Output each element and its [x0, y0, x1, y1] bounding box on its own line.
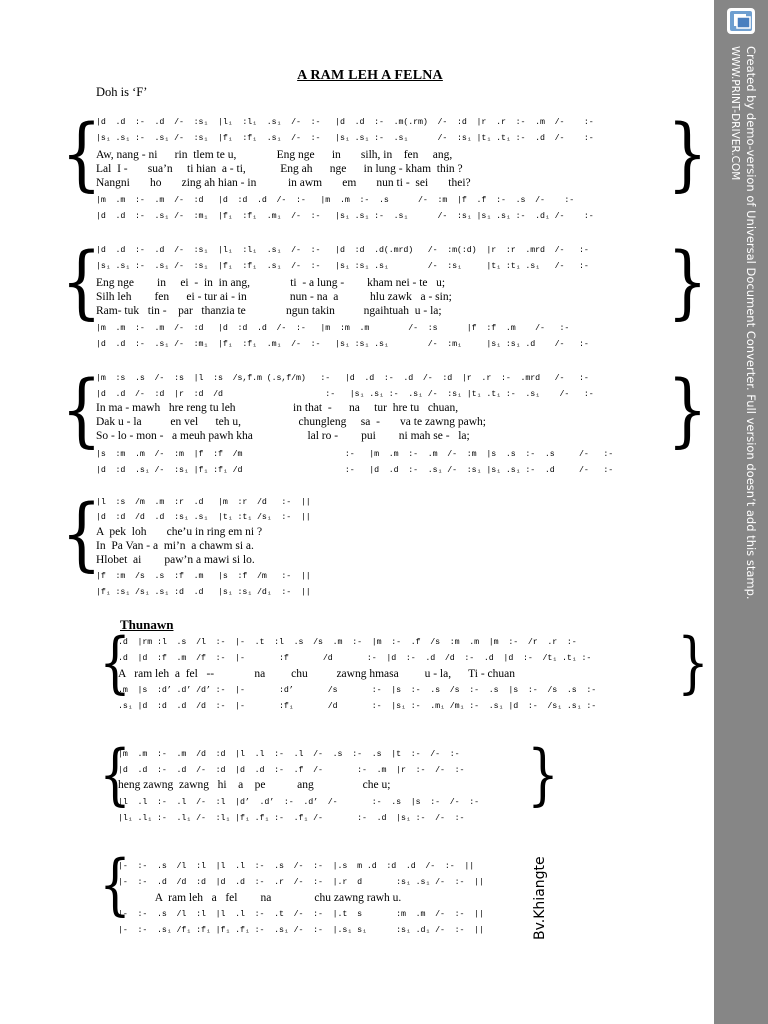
left-brace-icon: { [61, 363, 102, 456]
lyric-verse-1: A pek loh che’u in ring em ni ? [96, 526, 263, 538]
lyric-verse-2: Silh leh fen ei - tur ai - in nun - na a hlu zawk a - sin; [96, 291, 452, 303]
lyric-verse-1: Eng nge in ei - in in ang, ti - a lung - kham nei - te u; [96, 277, 446, 289]
treble-alto-row: |- :- .d /d :d |d .d :- .r /- :- |.r d :s₁ .s₁ /- :- || [118, 878, 484, 887]
treble-soprano-row: |l :s /m .m :r .d |m :r /d :- || [96, 498, 311, 507]
treble-alto-row: .d |d :f .m /f :- |- :f /d :- |d :- .d /d :- .d |d :- /t₁ .t₁ :- [118, 654, 592, 663]
stave-section-4 [61, 487, 356, 606]
right-brace-icon: } [667, 107, 708, 200]
lyric-verse-1: In ma - mawh hre reng tu leh in that - na tur hre tu chuan, [96, 402, 459, 414]
page-title: A RAM LEH A FELNA [297, 68, 443, 83]
left-brace-icon: { [61, 487, 102, 580]
bass-bass-row: |- :- .s₁ /f₁ :f₁ |f₁ .f₁ :- .s₁ /- :- |.s₁ s₁ :s₁ .d₁ /- :- || [118, 926, 484, 935]
lyric-verse-2: In Pa Van - a mi’n a chawm si a. [96, 540, 254, 552]
treble-alto-row: |s₁ .s₁ :- .s₁ /- :s₁ |f₁ :f₁ .s₁ /- :- |s₁ :s₁ .s₁ /- :s₁ |t₁ :t₁ .s₁ /- :- [96, 262, 589, 271]
treble-alto-row: |d .d :- .d /- :d |d .d :- .f /- :- .m |r :- /- :- [118, 766, 465, 775]
treble-soprano-row: |d .d :- .d /- :s₁ |l₁ :l₁ .s₁ /- :- |d :d .d(.mrd) /- :m(:d) |r :r .mrd /- :- [96, 246, 589, 255]
right-brace-icon: } [667, 235, 708, 328]
bass-tenor-row: |m .m :- .m /- :d |d :d .d /- :- |m .m :- .s /- :m |f .f :- .s /- :- [96, 196, 575, 205]
treble-alto-row: |d .d /- :d |r :d /d :- |s₁ .s₁ :- .s₁ /- :s₁ |t₁ .t₁ :- .s₁ /- :- [96, 390, 594, 399]
chorus-heading: Thunawn [120, 617, 174, 632]
stamp-link[interactable]: WWW.PRINT-DRIVER.COM [729, 46, 741, 181]
lyric-chorus: heng zawng zawng hi a pe ang che u; [118, 779, 391, 791]
bass-bass-row: |d .d :- .s₁ /- :m₁ |f₁ :f₁ .m₁ /- :- |s₁ .s₁ :- .s₁ /- :s₁ |s₁ .s₁ :- .d₁ /- :- [96, 212, 594, 221]
left-brace-icon: { [99, 846, 131, 923]
treble-soprano-row: |- :- .s /l :l |l .l :- .s /- :- |.s m .d :d .d /- :- || [118, 862, 475, 871]
bass-bass-row: .s₁ |d :d .d /d :- |- :f₁ /d :- |s₁ :- .m₁ /m₁ :- .s₁ |d :- /s₁ .s₁ :- [118, 702, 597, 711]
treble-soprano-row: .d |rm :l .s /l :- |- .t :l .s /s .m :- |m :- .f /s :m .m |m :- /r .r :- [118, 638, 577, 647]
left-brace-icon: { [61, 107, 102, 200]
lyric-verse-3: Hlobet ai paw’n a mawi si lo. [96, 554, 255, 566]
right-brace-icon: } [527, 736, 559, 813]
right-brace-icon: } [667, 363, 708, 456]
bass-tenor-row: |m .m :- .m /- :d |d :d .d /- :- |m :m .m /- :s |f :f .m /- :- [96, 324, 570, 333]
treble-alto-row: |d :d /d .d :s₁ .s₁ |t₁ :t₁ /s₁ :- || [96, 513, 311, 522]
treble-soprano-row: |m .m :- .m /d :d |l .l :- .l /- .s :- .s |t :- /- :- [118, 750, 460, 759]
composer-signature: Bv.Khiangte [532, 856, 548, 940]
left-brace-icon: { [99, 736, 131, 813]
lyric-chorus: A ram leh a fel -- na chu zawng hmasa u - la, Ti - chuan [118, 668, 515, 680]
bass-bass-row: |d :d .s₁ /- :s₁ |f₁ :f₁ /d :- |d .d :- .s₁ /- :s₁ |s₁ .s₁ :- .d /- :- [96, 466, 614, 475]
stave-section-7 [99, 846, 558, 946]
lyric-verse-2: Lal I - sua’n ti hian a - ti, Eng ah nge in lung - kham thin ? [96, 163, 463, 175]
lyric-chorus: A ram leh a fel na chu zawng rawh u. [118, 892, 402, 904]
treble-soprano-row: |m :s .s /- :s |l :s /s,f.m (.s,f/m) :- |d .d :- .d /- :d |r .r :- .mrd /- :- [96, 374, 589, 383]
bass-tenor-row: |l .l :- .l /- :l |d’ .d’ :- .d’ /- :- .s |s :- /- :- [118, 798, 480, 807]
stamp-text [729, 46, 768, 600]
bass-tenor-row: |f :m /s .s :f .m |s :f /m :- || [96, 572, 311, 581]
converter-stamp-bar [714, 0, 768, 1024]
lyric-verse-3: Nangni ho zing ah hian - in in awm em nun ti - sei thei? [96, 177, 471, 189]
lyric-verse-3: So - lo - mon - a meuh pawh kha lal ro - pui ni mah se - la; [96, 430, 470, 442]
stave-section-6 [99, 736, 559, 832]
stave-section-1 [61, 107, 708, 226]
treble-soprano-row: |d .d :- .d /- :s₁ |l₁ :l₁ .s₁ /- :- |d .d :- .m(.rm) /- :d |r .r :- .m /- :- [96, 118, 594, 127]
bass-bass-row: |d .d :- .s₁ /- :m₁ |f₁ :f₁ .m₁ /- :- |s₁ :s₁ .s₁ /- :m₁ |s₁ :s₁ .d /- :- [96, 340, 589, 349]
lyric-verse-3: Ram- tuk tin - par thanzia te ngun takin ngaihtuah u - la; [96, 305, 442, 317]
printer-document-icon [725, 6, 757, 36]
lyric-verse-2: Dak u - la en vel teh u, chungleng sa - va te zawng pawh; [96, 416, 486, 428]
bass-tenor-row: |- :- .s /l :l |l .l :- .t /- :- |.t s :m .m /- :- || [118, 910, 484, 919]
stave-section-3 [61, 363, 708, 482]
treble-alto-row: |s₁ .s₁ :- .s₁ /- :s₁ |f₁ :f₁ .s₁ /- :- |s₁ .s₁ :- .s₁ /- :s₁ |t₁ .t₁ :- .d /- :- [96, 134, 594, 143]
bass-bass-row: |l₁ .l₁ :- .l₁ /- :l₁ |f₁ .f₁ :- .f₁ /- :- .d |s₁ :- /- :- [118, 814, 465, 823]
stamp-line-1: Created by demo-version of Universal Document Converter. Full version doesn’t add this stamp. [744, 46, 758, 600]
right-brace-icon: } [677, 624, 709, 701]
bass-bass-row: |f₁ :s₁ /s₁ .s₁ :d .d |s₁ :s₁ /d₁ :- || [96, 588, 311, 597]
bass-tenor-row: |s :m .m /- :m |f :f /m :- |m .m :- .m /- :m |s .s :- .s /- :- [96, 450, 614, 459]
stave-section-2 [61, 235, 708, 354]
left-brace-icon: { [99, 624, 131, 701]
key-signature: Doh is ‘F’ [96, 85, 148, 99]
left-brace-icon: { [61, 235, 102, 328]
lyric-verse-1: Aw, nang - ni rin tlem te u, Eng nge in silh, in fen ang, [96, 149, 453, 161]
bass-tenor-row: .m |s :d’ .d’ /d’ :- |- :d’ /s :- |s :- .s /s :- .s |s :- /s .s :- [118, 686, 597, 695]
